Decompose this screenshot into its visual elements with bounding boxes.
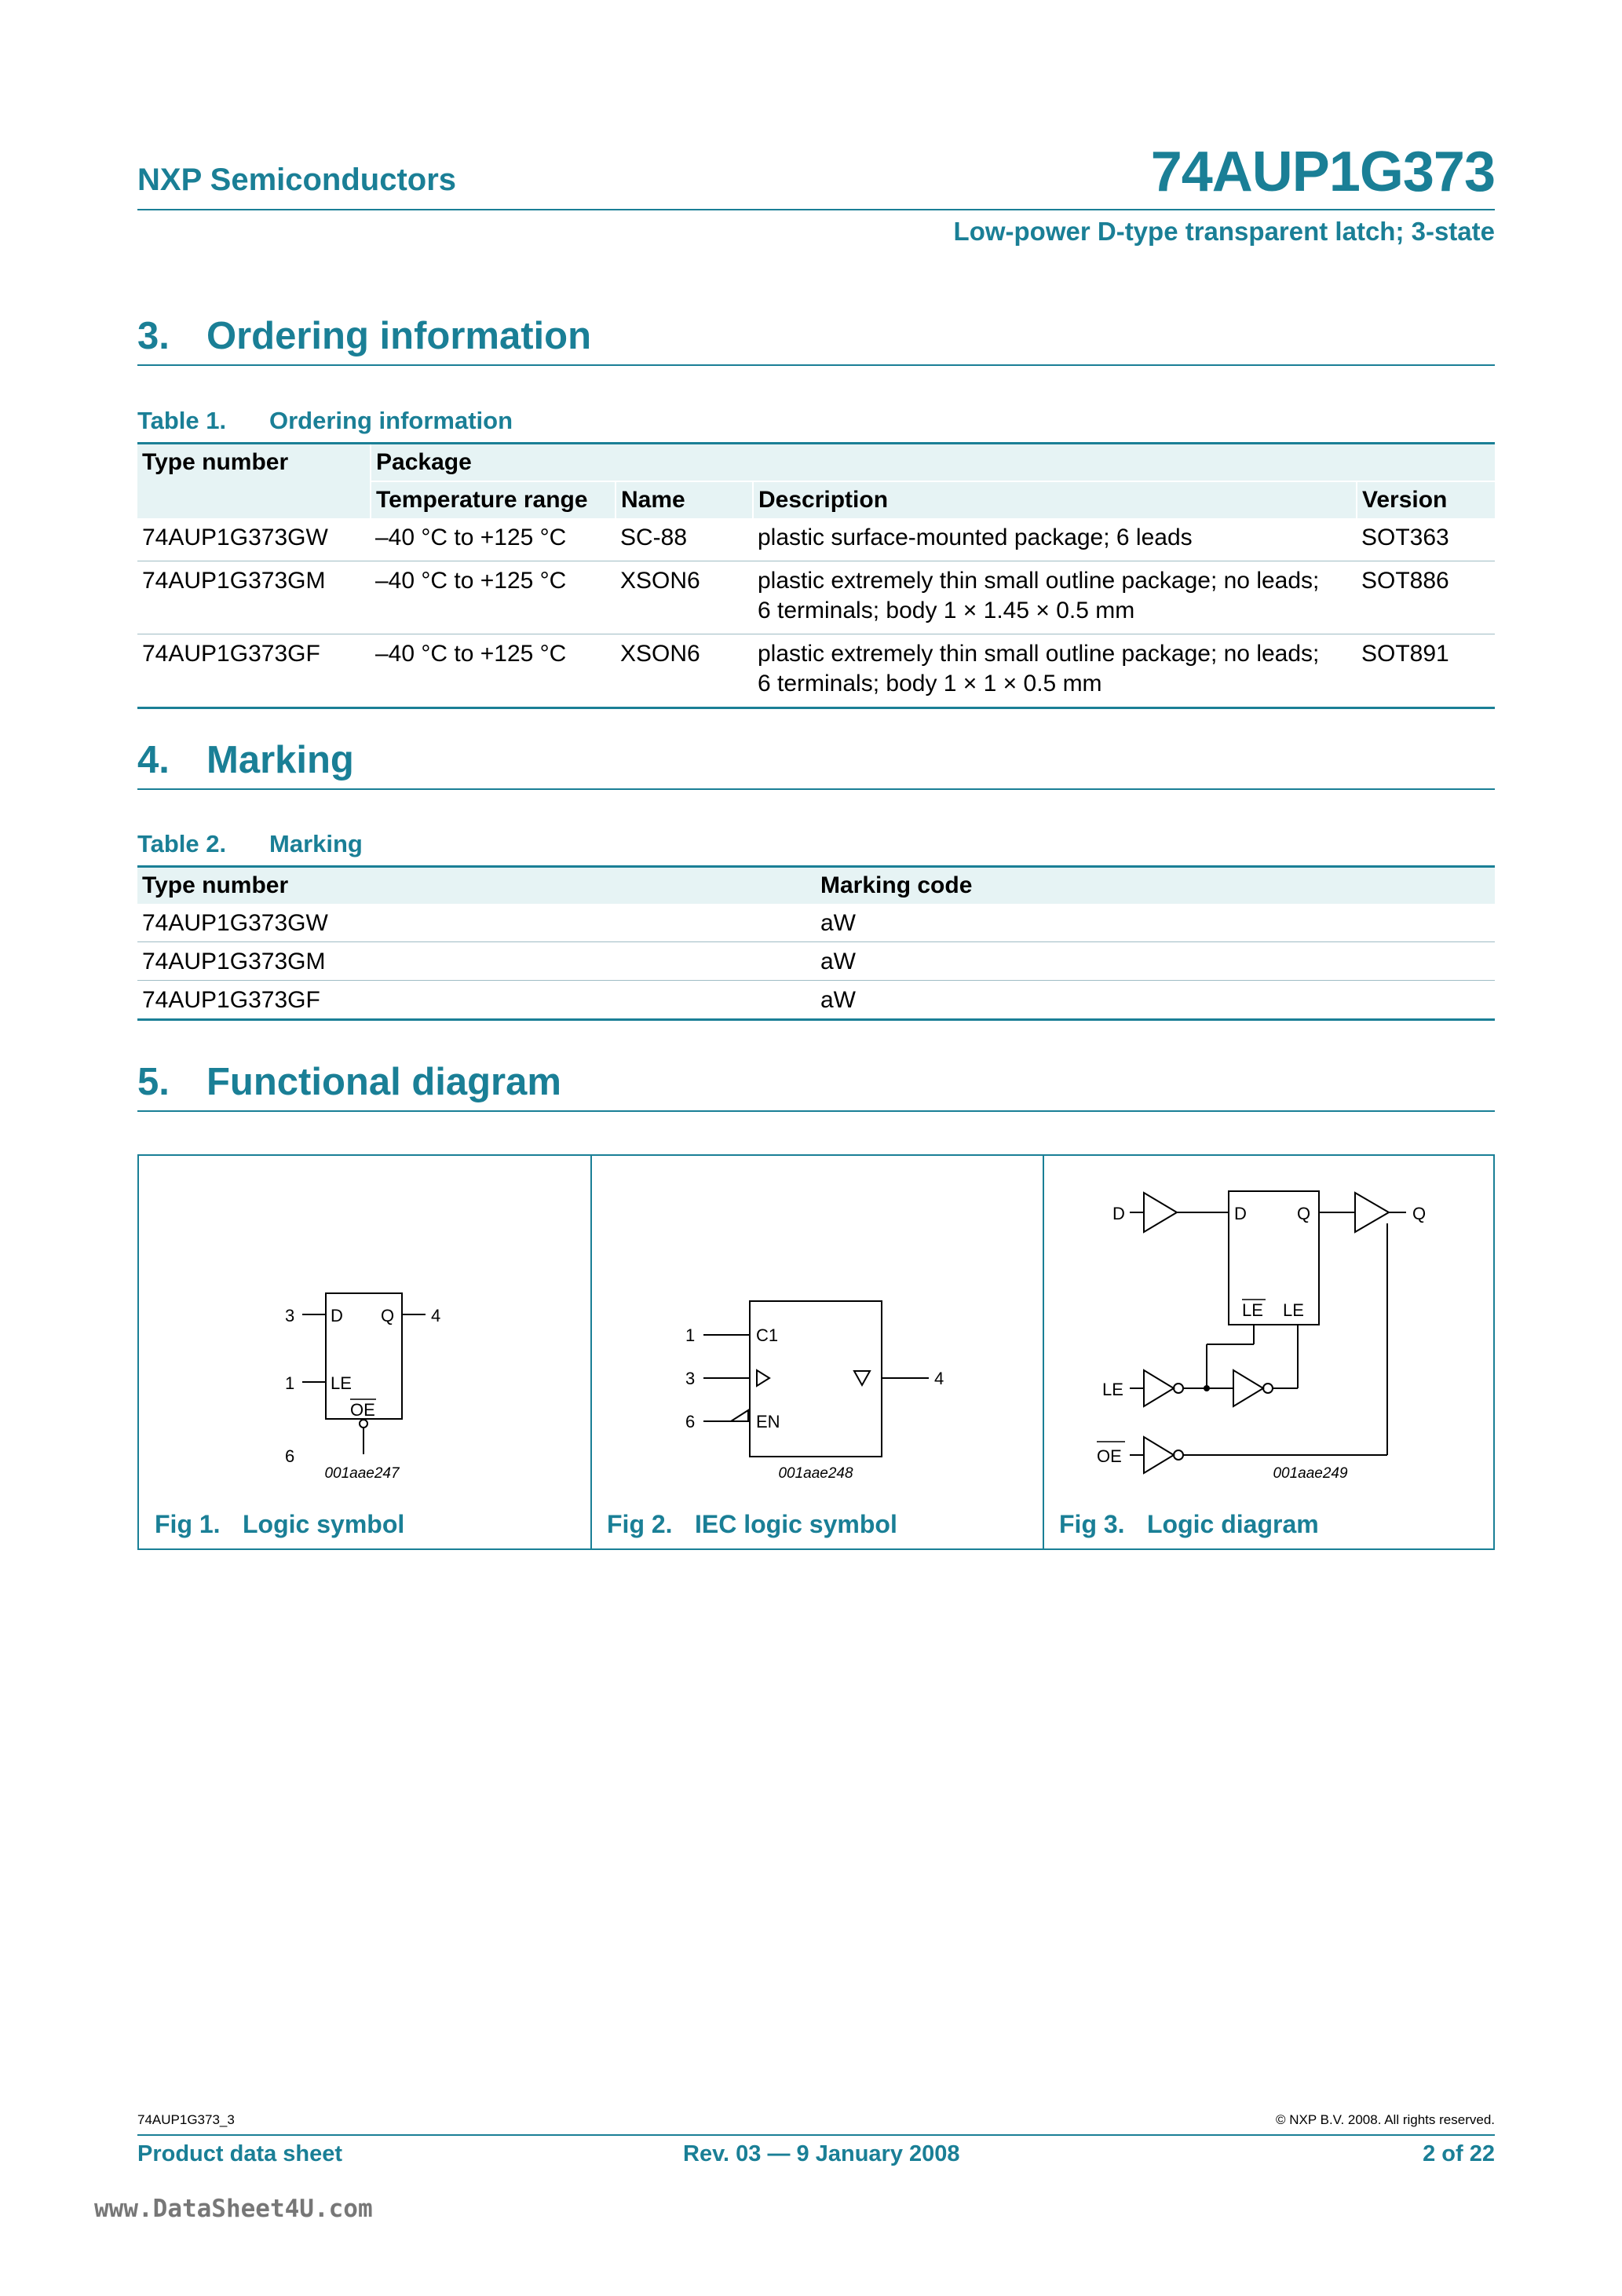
figure-caption-text: Logic symbol: [243, 1510, 405, 1538]
d-buffer-icon: [1144, 1193, 1177, 1232]
cell-temp: –40 °C to +125 °C: [371, 634, 616, 708]
input-oe-label: OE: [1097, 1446, 1122, 1466]
three-state-triangle-icon: [854, 1371, 870, 1385]
col-header-version: Version: [1357, 481, 1495, 518]
section-heading-ordering: [137, 314, 1495, 366]
le-inverter-icon: [1144, 1370, 1174, 1406]
header-rule: [137, 209, 1495, 210]
cell-type: 74AUP1G373GW: [142, 525, 328, 550]
cell-version: SOT891: [1357, 634, 1495, 708]
pin-en-number: 6: [685, 1412, 696, 1431]
table-row: [137, 561, 1495, 634]
section-number: 3.: [137, 315, 170, 357]
desc-line: 6 terminals; body 1 × 1 × 0.5 mm: [758, 671, 1102, 696]
logic-gate-diagram: [1043, 1156, 1495, 1552]
cell-name: XSON6: [616, 634, 753, 708]
en-negation-icon: [731, 1410, 748, 1421]
table-caption-text: Ordering information: [269, 407, 513, 434]
pin-oe-number: 6: [285, 1446, 295, 1466]
col-header-type: Type number: [137, 444, 371, 519]
document-id: 74AUP1G373_3: [137, 2112, 235, 2127]
section-functional: [137, 1060, 1495, 1112]
figure-caption: [607, 1510, 897, 1539]
figure-caption: [155, 1510, 404, 1539]
junction-dot: [1204, 1385, 1210, 1391]
table-label: Table 2.: [137, 830, 227, 857]
input-le-label: LE: [1102, 1380, 1123, 1399]
table-row: [137, 904, 1495, 942]
figure-code: 001aae249: [1273, 1465, 1348, 1482]
footer-rule: [137, 2134, 1495, 2136]
section-title: Functional diagram: [206, 1061, 561, 1103]
table-row: [137, 518, 1495, 561]
box-d-label: D: [1234, 1204, 1247, 1223]
desc-line: plastic surface-mounted package; 6 leads: [758, 525, 1193, 550]
marking-table: [137, 865, 1495, 1021]
section-number: 4.: [137, 739, 170, 781]
figure-label: Fig 1.: [155, 1510, 221, 1538]
section-marking: [137, 738, 1495, 790]
cell-desc: [753, 561, 1357, 634]
cell-code: aW: [816, 981, 1495, 1020]
section-number: 5.: [137, 1061, 170, 1103]
cell-version: SOT363: [1361, 525, 1449, 550]
label-le: LE: [331, 1373, 352, 1393]
copyright: © NXP B.V. 2008. All rights reserved.: [1275, 2112, 1495, 2127]
le-inverter2-icon: [1233, 1370, 1263, 1406]
cell-temp: –40 °C to +125 °C: [375, 525, 567, 550]
figure-code: 001aae248: [778, 1465, 853, 1482]
label-c1: C1: [756, 1325, 779, 1345]
label-q: Q: [381, 1306, 395, 1325]
figure-panel: [137, 1154, 1495, 1550]
figure-caption: [1059, 1510, 1319, 1539]
ordering-table: [137, 442, 1495, 709]
table-row: [137, 981, 1495, 1020]
pin-d-number: 3: [285, 1306, 295, 1325]
oe-inverter-icon: [1144, 1437, 1174, 1473]
cell-desc: [753, 634, 1357, 708]
iec-symbol-diagram: [591, 1156, 1043, 1552]
pin-le-number: 1: [285, 1373, 295, 1393]
pin-out-number: 4: [934, 1369, 944, 1388]
cell-type: 74AUP1G373GF: [137, 634, 371, 708]
table-caption-text: Marking: [269, 830, 363, 857]
table-row: [137, 942, 1495, 981]
figure-2: [591, 1156, 1043, 1548]
label-en: EN: [756, 1412, 780, 1431]
pin-q-number: 4: [431, 1306, 441, 1325]
cell-type: 74AUP1G373GW: [142, 910, 328, 936]
col-header-name: Name: [616, 481, 753, 518]
figure-label: Fig 2.: [607, 1510, 673, 1538]
cell-type: 74AUP1G373GM: [137, 942, 816, 981]
cell-name: XSON6: [616, 561, 753, 634]
desc-line: plastic extremely thin small outline package; no leads;: [758, 568, 1320, 594]
col-header-marking-code: Marking code: [816, 867, 1495, 905]
buffer-triangle-icon: [757, 1370, 769, 1386]
figure-code: 001aae247: [324, 1465, 400, 1482]
desc-line: plastic extremely thin small outline package; no leads;: [758, 641, 1320, 667]
figure-3: [1043, 1156, 1495, 1548]
document-subtitle: Low-power D-type transparent latch; 3-state: [953, 217, 1495, 246]
pin-c1-number: 1: [685, 1325, 696, 1345]
table1-caption: [137, 407, 513, 435]
section-title: Ordering information: [206, 315, 591, 357]
section-ordering: [137, 314, 1495, 366]
watermark: www.DataSheet4U.com: [94, 2195, 373, 2223]
cell-name: SC-88: [620, 525, 688, 550]
box-le-label: LE: [1283, 1300, 1304, 1320]
cell-type: 74AUP1G373GM: [137, 561, 371, 634]
company-name: NXP Semiconductors: [137, 163, 457, 197]
figure-1: [139, 1156, 590, 1548]
figure-label: Fig 3.: [1059, 1510, 1125, 1538]
table-label: Table 1.: [137, 407, 227, 434]
logic-symbol-diagram: [139, 1156, 590, 1552]
col-header-package: Package: [371, 444, 1495, 482]
label-oe: OE: [350, 1400, 375, 1420]
revision: Rev. 03 — 9 January 2008: [683, 2141, 960, 2166]
cell-type: 74AUP1G373GF: [137, 981, 816, 1020]
box-le-bar-label: LE: [1242, 1300, 1263, 1320]
col-header-temp: Temperature range: [371, 481, 616, 518]
col-header-desc: Description: [753, 481, 1357, 518]
figure-caption-text: IEC logic symbol: [695, 1510, 897, 1538]
section-heading-functional: [137, 1060, 1495, 1112]
col-header-type: Type number: [137, 867, 816, 905]
output-q-label: Q: [1412, 1204, 1427, 1223]
section-heading-marking: [137, 738, 1495, 790]
desc-line: 6 terminals; body 1 × 1.45 × 0.5 mm: [758, 598, 1135, 623]
table-row: [137, 634, 1495, 708]
cell-code: aW: [820, 910, 856, 936]
input-d-label: D: [1112, 1204, 1125, 1223]
pin-d-number: 3: [685, 1369, 696, 1388]
part-number: 74AUP1G373: [1150, 141, 1495, 203]
table2-caption: [137, 830, 363, 858]
page-number: 2 of 22: [1423, 2141, 1495, 2166]
figure-caption-text: Logic diagram: [1147, 1510, 1319, 1538]
box-q-label: Q: [1297, 1204, 1311, 1223]
section-title: Marking: [206, 739, 354, 781]
cell-temp: –40 °C to +125 °C: [371, 561, 616, 634]
document-type: Product data sheet: [137, 2141, 343, 2166]
oe-bubble: [360, 1420, 367, 1428]
cell-version: SOT886: [1357, 561, 1495, 634]
cell-desc: [753, 518, 1357, 561]
label-d: D: [331, 1306, 343, 1325]
q-buffer-icon: [1355, 1193, 1389, 1232]
cell-code: aW: [816, 942, 1495, 981]
